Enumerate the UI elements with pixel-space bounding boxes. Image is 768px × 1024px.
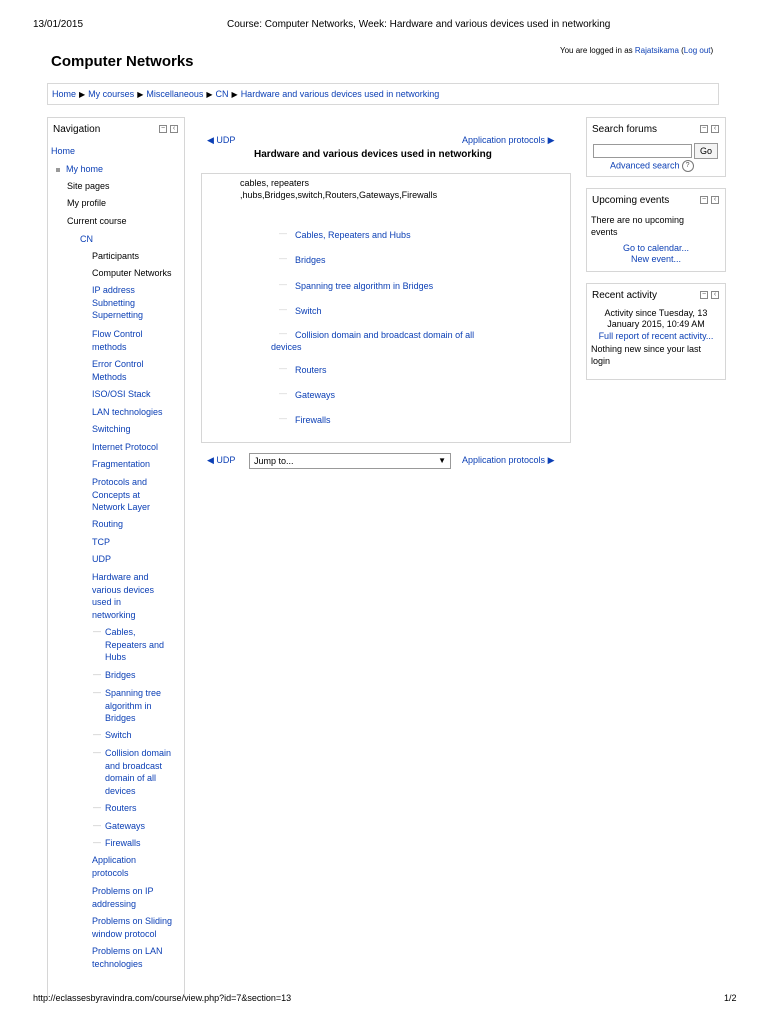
navigation-block — [47, 117, 185, 997]
next-arrow-icon: ▶ — [545, 135, 555, 145]
full-report-link[interactable]: Full report of recent activity... — [598, 331, 714, 341]
search-forums-title: Search forums — [592, 124, 658, 135]
dock-icon[interactable]: ‹ — [711, 196, 719, 204]
activity-gateways[interactable]: Gateways — [295, 390, 336, 400]
nav-activity-cables[interactable]: Cables, Repeaters and Hubs — [105, 627, 165, 662]
breadcrumb-my-courses[interactable]: My courses — [88, 89, 135, 99]
activity-dash-icon: — — [279, 364, 287, 373]
prev-arrow-icon: ◀ — [207, 455, 217, 465]
activity-spanning-tree[interactable]: Spanning tree algorithm in Bridges — [295, 281, 434, 291]
nav-section-iso-osi[interactable]: ISO/OSI Stack — [92, 389, 151, 399]
nav-section-tcp[interactable]: TCP — [92, 537, 110, 547]
site-title[interactable]: Computer Networks — [51, 53, 194, 70]
prev-section-link-bottom[interactable]: ◀ UDP — [207, 455, 236, 465]
nav-section-ip-address[interactable]: IP address Subnetting Supernetting — [92, 285, 144, 320]
activity-switch[interactable]: Switch — [295, 306, 322, 316]
nav-activity-gateways[interactable]: Gateways — [105, 821, 146, 831]
nav-activity-spanning-tree[interactable]: Spanning tree algorithm in Bridges — [105, 688, 162, 723]
advanced-search-link[interactable]: Advanced search — [610, 160, 680, 171]
nav-activity-bridges[interactable]: Bridges — [105, 670, 136, 680]
go-to-calendar-link[interactable]: Go to calendar... — [622, 243, 690, 253]
nav-section-flow-control[interactable]: Flow Control methods — [92, 329, 143, 352]
activity-routers[interactable]: Routers — [295, 365, 327, 375]
collapse-icon[interactable]: − — [701, 196, 707, 203]
nav-my-profile[interactable]: My profile — [67, 198, 107, 208]
activity-dash-icon: — — [93, 803, 101, 812]
nav-section-udp[interactable]: UDP — [92, 554, 112, 564]
activity-dash-icon: — — [93, 730, 101, 739]
activity-dash-icon: — — [279, 254, 287, 263]
user-link[interactable]: Rajatsikama — [634, 46, 679, 55]
login-info: You are logged in as Rajatsikama (Log out) — [560, 46, 714, 55]
print-date: 13/01/2015 — [33, 19, 84, 30]
logout-link[interactable]: Log out — [683, 46, 711, 55]
navigation-controls — [159, 125, 178, 133]
nav-section-problems-sliding-window[interactable]: Problems on Sliding window protocol — [92, 916, 173, 939]
nav-section-protocols-network-layer[interactable]: Protocols and Concepts at Network Layer — [92, 477, 151, 512]
breadcrumb-separator-icon: ▶ — [137, 90, 144, 99]
collapse-icon[interactable]: − — [701, 291, 707, 298]
activity-dash-icon: — — [279, 229, 287, 238]
section-heading: Hardware and various devices used in networking — [254, 149, 492, 160]
dropdown-arrow-icon: ▼ — [438, 456, 446, 465]
activity-dash-icon: — — [93, 627, 101, 636]
breadcrumb-separator-icon: ▶ — [206, 90, 213, 99]
recent-activity-title: Recent activity — [592, 290, 658, 301]
dock-icon[interactable]: ‹ — [170, 125, 178, 133]
activity-collision-domain-wrap[interactable]: devices — [271, 342, 302, 352]
activity-cables[interactable]: Cables, Repeaters and Hubs — [295, 230, 411, 240]
activity-collision-domain[interactable]: Collision domain and broadcast domain of all — [295, 330, 475, 340]
breadcrumb-separator-icon: ▶ — [231, 90, 238, 99]
next-section-link[interactable]: Application protocols ▶ — [462, 135, 555, 145]
activity-dash-icon: — — [279, 280, 287, 289]
next-section-link-bottom[interactable]: Application protocols ▶ — [462, 455, 555, 465]
activity-dash-icon: — — [279, 305, 287, 314]
activity-dash-icon: — — [93, 688, 101, 697]
activity-firewalls[interactable]: Firewalls — [295, 415, 331, 425]
nav-section-problems-ip[interactable]: Problems on IP addressing — [92, 886, 154, 909]
nav-current-course[interactable]: Current course — [67, 216, 127, 226]
breadcrumb-separator-icon: ▶ — [79, 90, 86, 99]
nav-section-switching[interactable]: Switching — [92, 424, 131, 434]
collapse-icon[interactable]: − — [160, 125, 166, 132]
activity-dash-icon: — — [279, 329, 287, 338]
nav-home[interactable]: Home — [51, 146, 76, 156]
nav-section-routing[interactable]: Routing — [92, 519, 124, 529]
bullet-icon — [56, 168, 60, 172]
nav-section-internet-protocol[interactable]: Internet Protocol — [92, 442, 159, 452]
breadcrumb-cn[interactable]: CN — [215, 89, 229, 99]
nav-activity-switch[interactable]: Switch — [105, 730, 132, 740]
breadcrumb-current-section[interactable]: Hardware and various devices used in networking — [240, 89, 440, 99]
nav-course-name[interactable]: Computer Networks — [92, 268, 172, 278]
nav-section-lan[interactable]: LAN technologies — [92, 407, 163, 417]
activity-dash-icon: — — [279, 389, 287, 398]
print-page-title: Course: Computer Networks, Week: Hardware and various devices used in networking — [227, 19, 611, 30]
nav-section-hardware[interactable]: Hardware and various devices used in networking — [92, 572, 155, 620]
activity-dash-icon: — — [93, 748, 101, 757]
print-page-number: 1/2 — [724, 993, 737, 1003]
search-forums-input[interactable] — [593, 144, 692, 158]
activity-bridges[interactable]: Bridges — [295, 255, 326, 265]
dock-icon[interactable]: ‹ — [711, 125, 719, 133]
nav-activity-collision-domain[interactable]: Collision domain and broadcast domain of all devices — [105, 748, 172, 796]
search-go-button[interactable]: Go — [694, 143, 718, 159]
help-icon[interactable]: ? — [682, 160, 694, 172]
activity-dash-icon: — — [93, 821, 101, 830]
nothing-new-text: Nothing new since your last login — [591, 344, 702, 366]
new-event-link[interactable]: New event... — [630, 254, 682, 264]
no-events-text: There are no upcoming events — [591, 215, 685, 237]
activity-dash-icon: — — [93, 838, 101, 847]
login-prefix: You are logged in as — [560, 46, 633, 55]
nav-section-application-protocols[interactable]: Application protocols — [92, 855, 137, 878]
nav-activity-routers[interactable]: Routers — [105, 803, 137, 813]
jump-to-select[interactable]: Jump to... ▼ — [249, 453, 451, 469]
print-footer-url: http://eclassesbyravindra.com/course/view.php?id=7&section=13 — [33, 993, 292, 1003]
nav-my-home[interactable]: My home — [66, 164, 104, 174]
activity-since-text: Activity since Tuesday, 13 January 2015, 10:49 AM — [604, 308, 708, 329]
upcoming-events-title: Upcoming events — [592, 195, 670, 206]
nav-site-pages[interactable]: Site pages — [67, 181, 110, 191]
breadcrumb-home[interactable]: Home — [52, 89, 77, 99]
nav-section-error-control[interactable]: Error Control Methods — [92, 359, 144, 382]
nav-section-problems-lan[interactable]: Problems on LAN technologies — [92, 946, 163, 969]
nav-activity-firewalls[interactable]: Firewalls — [105, 838, 141, 848]
breadcrumb — [47, 83, 719, 105]
next-arrow-icon: ▶ — [545, 455, 555, 465]
navigation-title: Navigation — [53, 124, 101, 135]
dock-icon[interactable]: ‹ — [711, 291, 719, 299]
prev-arrow-icon: ◀ — [207, 135, 217, 145]
collapse-icon[interactable]: − — [701, 125, 707, 132]
nav-section-fragmentation[interactable]: Fragmentation — [92, 459, 151, 469]
nav-course-cn[interactable]: CN — [80, 234, 93, 244]
nav-participants[interactable]: Participants — [92, 251, 140, 261]
section-content-box — [201, 173, 571, 443]
activity-dash-icon: — — [93, 670, 101, 679]
section-summary: cables, repeaters ,hubs,Bridges,switch,Routers,Gateways,Firewalls — [240, 178, 438, 200]
activity-dash-icon: — — [279, 414, 287, 423]
prev-section-link[interactable]: ◀ UDP — [207, 135, 236, 145]
breadcrumb-miscellaneous[interactable]: Miscellaneous — [146, 89, 204, 99]
